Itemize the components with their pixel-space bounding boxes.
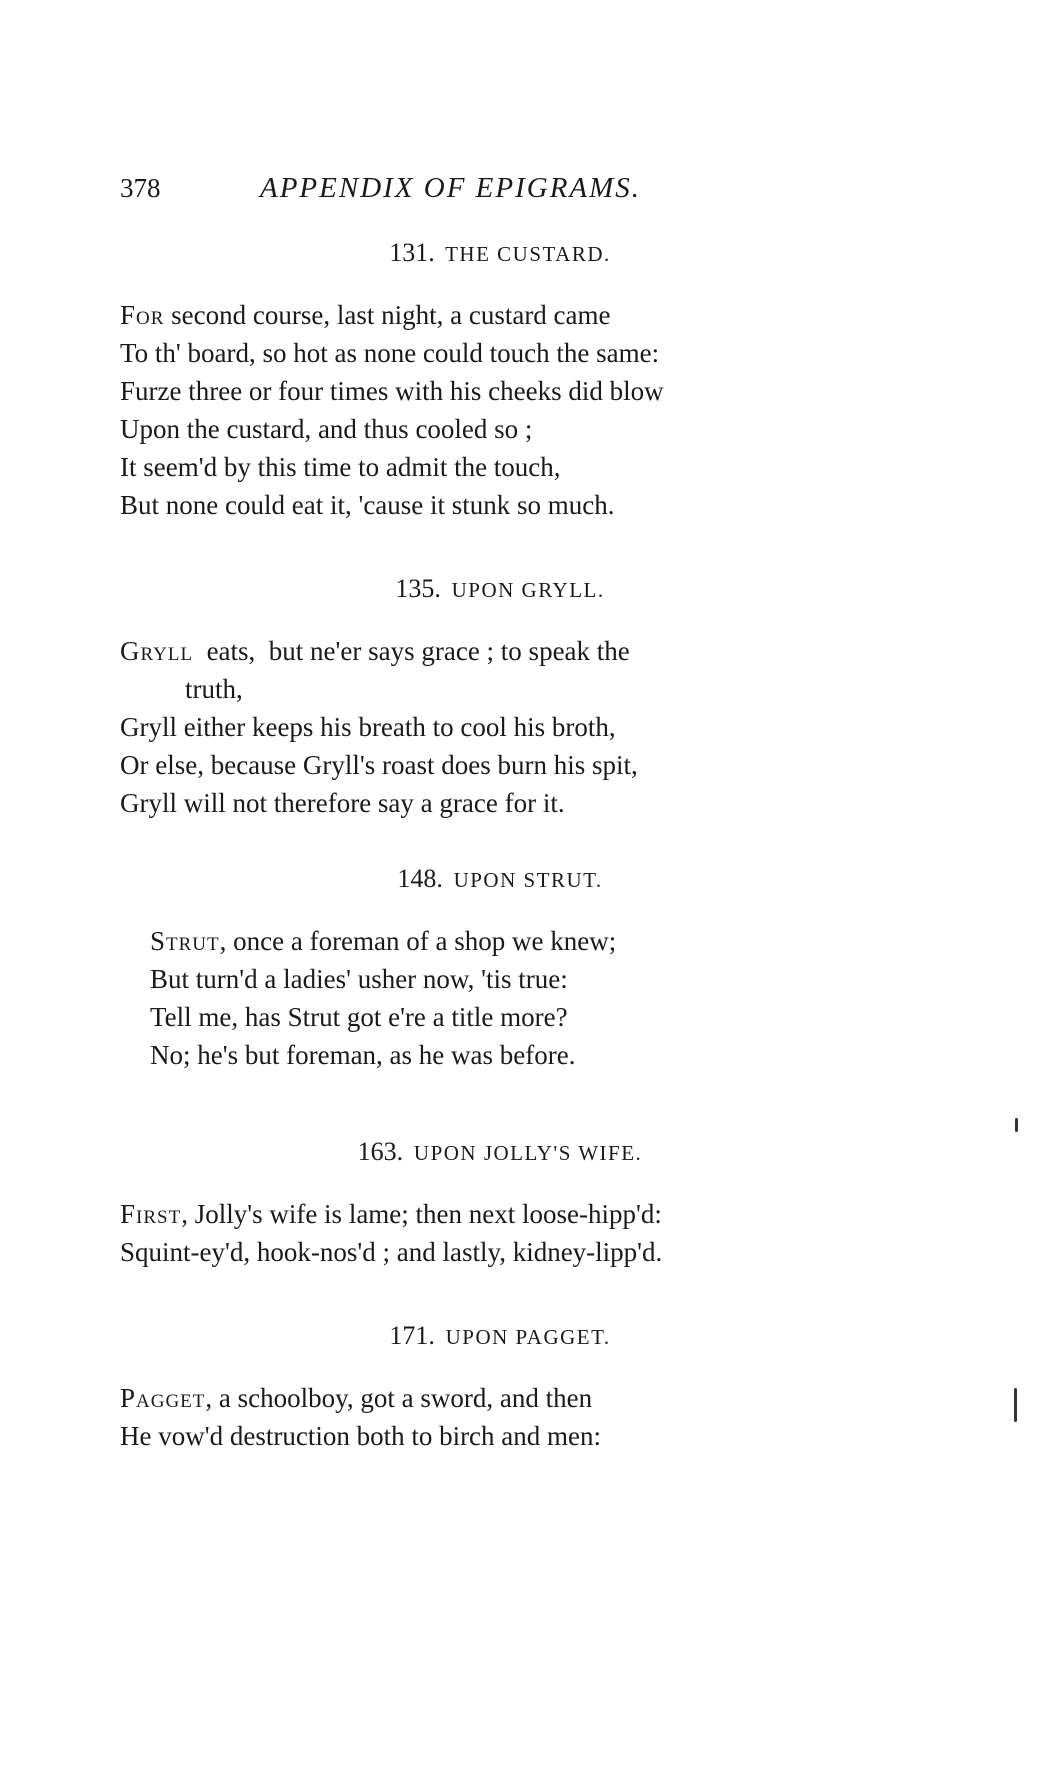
verse-line: Or else, because Gryll's roast does burn his spit, [120,750,638,780]
epigram-heading: THE CUSTARD. [445,242,611,266]
verse-lead-word: First [120,1199,182,1229]
scan-speck [1015,1118,1018,1132]
epigram-heading: UPON PAGGET. [445,1325,611,1349]
epigram-131 [120,236,880,524]
verse-line [120,296,880,334]
verse-line-turnover: truth, [185,674,243,704]
epigram-heading: UPON GRYLL. [451,578,605,602]
epigram-163 [120,1135,880,1271]
verse-line-rest: , a schoolboy, got a sword, and then [205,1383,593,1413]
epigram-title [120,1135,880,1169]
verse-line: Upon the custard, and thus cooled so ; [120,414,533,444]
verse-line: But none could eat it, 'cause it stunk so much. [120,490,615,520]
verse-line: But turn'd a ladies' usher now, 'tis true: [150,964,568,994]
verse-line [120,1379,880,1417]
scan-speck [1014,1388,1017,1422]
verse-lead-word: Pagget [120,1383,206,1413]
verse-line-rest: second course, last night, a custard came [164,300,611,330]
epigram-heading: UPON STRUT. [453,868,603,892]
verse-line: No; he's but foreman, as he was before. [150,1040,576,1070]
verse-lead-word: For [120,300,165,330]
epigram-title [120,572,880,606]
epigram-number: 131. [389,238,435,267]
epigram-title [120,236,880,270]
page-number: 378 [120,173,161,203]
verse-line [120,922,880,960]
epigram-heading: UPON JOLLY'S WIFE. [413,1141,643,1165]
epigram-number: 163. [357,1137,404,1166]
epigram-number: 135. [395,574,441,603]
verse-line: Gryll will not therefore say a grace for it. [120,788,565,818]
verse-line-rest: , once a foreman of a shop we knew; [219,926,617,956]
verse-line: Furze three or four times with his cheeks did blow [120,376,664,406]
verse-line: Tell me, has Strut got e're a title more? [150,1002,568,1032]
verse-line: Squint-ey'd, hook-nos'd ; and lastly, kidney-lipp'd. [120,1237,663,1267]
epigram-number: 171. [389,1321,435,1350]
epigram-number: 148. [397,864,443,893]
epigram-171 [120,1319,880,1455]
epigram-148 [120,862,880,1074]
verse-line-rest: eats, but ne'er says grace ; to speak the [193,636,630,666]
verse-line [120,1195,880,1233]
verse-line: Gryll either keeps his breath to cool his broth, [120,712,616,742]
epigram-title [120,862,880,896]
verse-lead-word: Strut [150,926,220,956]
verse-line [120,632,880,670]
verse-line: It seem'd by this time to admit the touch, [120,452,561,482]
running-title: APPENDIX OF EPIGRAMS. [260,172,642,204]
verse-line: To th' board, so hot as none could touch the same: [120,338,660,368]
epigram-title [120,1319,880,1353]
epigram-135 [120,572,880,822]
verse-lead-word: Gryll [120,636,194,666]
running-head [120,168,920,208]
verse-line: He vow'd destruction both to birch and men: [120,1421,602,1451]
verse-line-rest: , Jolly's wife is lame; then next loose-hipp'd: [181,1199,662,1229]
